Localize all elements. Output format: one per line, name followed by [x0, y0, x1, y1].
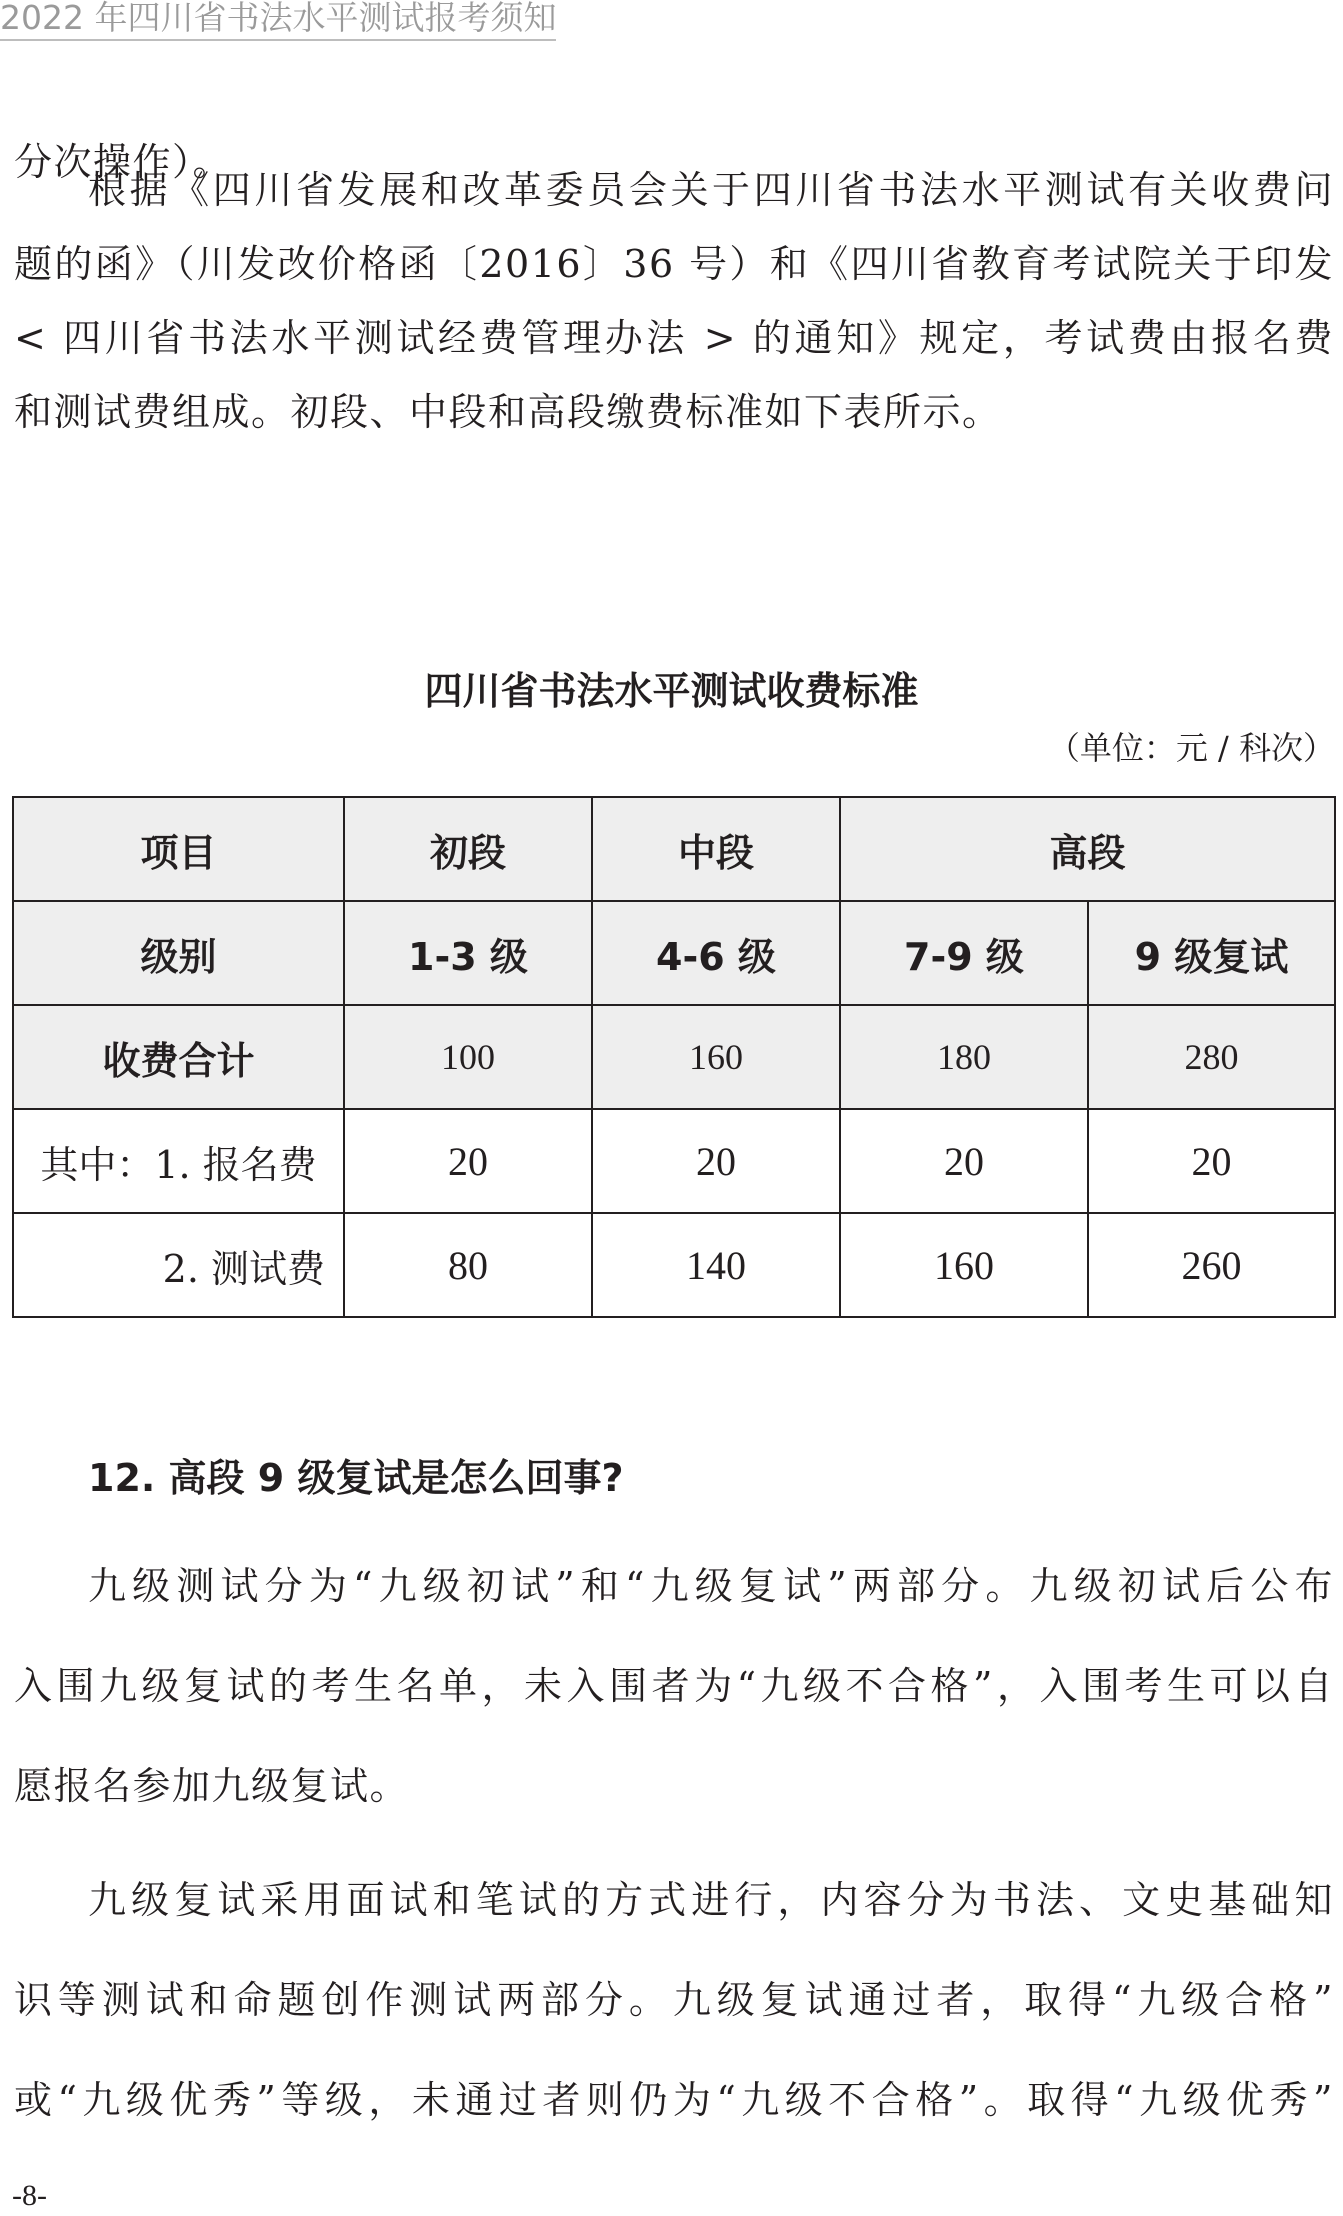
- body-text-line: 九级测试分为“九级初试”和“九级复试”两部分。九级初试后公布: [88, 1564, 1334, 1608]
- level-cell: 4-6 级: [592, 901, 840, 1005]
- header-cell: 高段: [840, 797, 1335, 901]
- row-label: 收费合计: [13, 1005, 344, 1109]
- table-cell: 20: [1088, 1109, 1335, 1213]
- body-text-line: 或“九级优秀”等级，未通过者则仍为“九级不合格”。取得“九级优秀”: [14, 2078, 1334, 2122]
- table-row: [13, 797, 1335, 901]
- table-row: [13, 901, 1335, 1005]
- fee-table: [12, 796, 1336, 1318]
- body-text-line: 入围九级复试的考生名单，未入围者为“九级不合格”，入围考生可以自: [14, 1664, 1334, 1708]
- table-cell: 160: [840, 1213, 1088, 1317]
- table-cell: 260: [1088, 1213, 1335, 1317]
- table-row: [13, 1213, 1335, 1317]
- table-row: [13, 1005, 1335, 1109]
- table-cell: 20: [840, 1109, 1088, 1213]
- body-text-line: < 四川省书法水平测试经费管理办法 > 的通知》规定，考试费由报名费: [14, 316, 1334, 360]
- table-row: [13, 1109, 1335, 1213]
- body-text-line: 和测试费组成。初段、中段和高段缴费标准如下表所示。: [14, 390, 1002, 434]
- table-cell: 160: [592, 1005, 840, 1109]
- body-text-line: 九级复试采用面试和笔试的方式进行，内容分为书法、文史基础知: [88, 1878, 1334, 1922]
- level-cell: 1-3 级: [344, 901, 592, 1005]
- level-cell: 9 级复试: [1088, 901, 1335, 1005]
- table-cell: 280: [1088, 1005, 1335, 1109]
- header-cell: 中段: [592, 797, 840, 901]
- row-label: 其中：1. 报名费: [13, 1109, 344, 1213]
- section-heading: 12. 高段 9 级复试是怎么回事?: [88, 1456, 624, 1500]
- table-title: 四川省书法水平测试收费标准: [424, 669, 919, 713]
- unit-note: （单位：元 / 科次）: [1047, 729, 1335, 767]
- body-text-line: 愿报名参加九级复试。: [14, 1764, 410, 1808]
- row-label: 2. 测试费: [13, 1213, 344, 1317]
- body-text-line: 根据《四川省发展和改革委员会关于四川省书法水平测试有关收费问: [88, 168, 1334, 212]
- body-text-line: 题的函》（川发改价格函〔2016〕36 号）和《四川省教育考试院关于印发: [14, 242, 1334, 286]
- header-cell: 初段: [344, 797, 592, 901]
- body-text-line: 分次操作）。: [14, 140, 233, 184]
- table-cell: 140: [592, 1213, 840, 1317]
- level-cell: 7-9 级: [840, 901, 1088, 1005]
- row-label: 级别: [13, 901, 344, 1005]
- body-text-line: 识等测试和命题创作测试两部分。九级复试通过者，取得“九级合格”: [14, 1978, 1334, 2022]
- table-cell: 20: [344, 1109, 592, 1213]
- table-cell: 100: [344, 1005, 592, 1109]
- table-cell: 20: [592, 1109, 840, 1213]
- table-cell: 180: [840, 1005, 1088, 1109]
- table-cell: 80: [344, 1213, 592, 1317]
- header-cell: 项目: [13, 797, 344, 901]
- page-number: -8-: [12, 2179, 47, 2212]
- running-header: 2022 年四川省书法水平测试报考须知: [0, 0, 556, 41]
